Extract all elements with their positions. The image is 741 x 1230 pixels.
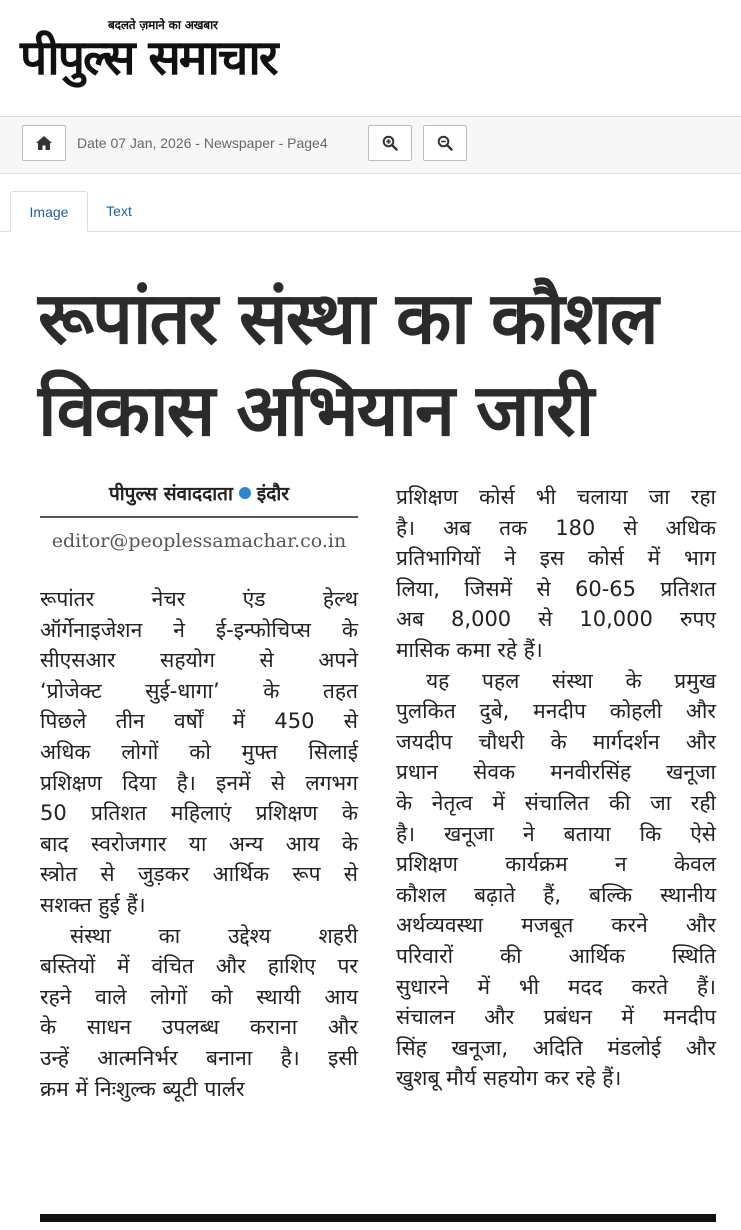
article-line: अर्थव्यवस्था मजबूत करने और: [396, 913, 716, 938]
site-logo[interactable]: [20, 16, 350, 96]
article-line: रूपांतर नेचर एंड हेल्थ: [40, 587, 358, 611]
article-line: रहने वाले लोगों को स्थायी आय: [40, 984, 358, 1009]
article-line: पिछले तीन वर्षों में 450 से: [40, 709, 358, 734]
zoom-out-button[interactable]: [423, 125, 467, 161]
tab-image[interactable]: Image: [10, 191, 88, 232]
byline-source: पीपुल्स संवाददाता: [108, 483, 233, 505]
article-line: है। खनूजा ने बताया कि ऐसे: [396, 821, 716, 846]
edition-date-label: Date 07 Jan, 2026 - Newspaper - Page4: [77, 135, 328, 151]
article-headline: [38, 272, 728, 456]
article-line: बाद स्वरोजगार या अन्य आय के: [40, 831, 358, 856]
zoom-out-icon: [437, 135, 453, 151]
article-line: के नेतृत्व में संचालित की जा रही: [396, 790, 716, 815]
article-line: लिया, जिसमें से 60-65 प्रतिशत: [396, 576, 716, 601]
article-line: उन्हें आत्मनिर्भर बनाना है। इसी: [40, 1045, 358, 1070]
article-line: अब 8,000 से 10,000 रुपए: [396, 607, 716, 632]
article-line: प्रशिक्षण कोर्स भी चलाया जा रहा: [396, 485, 716, 509]
article-column-left: [40, 584, 358, 1104]
article-line: पुलकित दुबे, मनदीप कोहली और: [396, 699, 716, 724]
article-line: संचालन और प्रबंधन में मनदीप: [396, 1005, 716, 1030]
article-line: जयदीप चौधरी के मार्गदर्शन और: [396, 729, 716, 754]
article-column-right: [396, 482, 716, 1094]
article-line: सीएसआर सहयोग से अपने: [40, 648, 358, 673]
article-line: बस्तियों में वंचित और हाशिए पर: [40, 954, 358, 979]
article-line: क्रम में निःशुल्क ब्यूटी पार्लर: [40, 1076, 245, 1101]
article-clipping: [0, 232, 741, 1230]
view-tabs: [0, 191, 741, 232]
article-line: प्रशिक्षण दिया है। इनमें से लगभग: [40, 770, 358, 795]
article-line: सुधारने में भी मदद करते हैं।: [396, 974, 716, 999]
article-line: अधिक लोगों को मुफ्त सिलाई: [40, 739, 358, 764]
logo-wordmark: पीपुल्स समाचार: [20, 30, 277, 86]
article-line: सशक्त हुई हैं।: [40, 892, 146, 917]
bullet-dot-icon: [239, 487, 251, 499]
logo-tagline: बदलते ज़माने का अखबार: [108, 18, 218, 32]
article-line: कौशल बढ़ाते हैं, बल्कि स्थानीय: [396, 882, 716, 907]
article-line: ऑर्गेनाइजेशन ने ई-इन्फोचिप्स के: [40, 617, 358, 642]
tab-text[interactable]: Text: [106, 203, 132, 219]
article-line: ‘प्रोजेक्ट सुई-धागा’ के तहत: [40, 678, 358, 703]
article-line: है। अब तक 180 से अधिक: [396, 515, 716, 540]
headline-line-1: रूपांतर संस्था का कौशल: [38, 276, 657, 360]
clipping-bottom-border: [40, 1214, 716, 1222]
article-line: मासिक कमा रहे हैं।: [396, 637, 543, 662]
article-byline: [40, 480, 358, 506]
article-line: खुशबू मौर्य सहयोग कर रहे हैं।: [396, 1066, 622, 1091]
viewer-toolbar: [0, 117, 741, 174]
article-line: संस्था का उद्देश्य शहरी: [70, 923, 358, 948]
masthead: [0, 0, 741, 117]
byline-city: इंदौर: [256, 483, 290, 505]
byline-divider: [40, 516, 358, 518]
article-line: स्त्रोत से जुड़कर आर्थिक रूप से: [40, 862, 358, 887]
home-icon: [35, 135, 53, 151]
zoom-in-button[interactable]: [368, 125, 412, 161]
article-line: सिंह खनूजा, अदिति मंडलोई और: [396, 1035, 716, 1060]
editor-email: editor@peoplessamachar.co.in: [51, 530, 347, 552]
article-line: 50 प्रतिशत महिलाएं प्रशिक्षण के: [40, 801, 358, 826]
article-line: परिवारों की आर्थिक स्थिति: [396, 943, 716, 968]
headline-line-2: विकास अभियान जारी: [38, 368, 593, 452]
article-line: प्रशिक्षण कार्यक्रम न केवल: [396, 852, 716, 877]
article-line: प्रधान सेवक मनवीरसिंह खनूजा: [396, 760, 716, 785]
zoom-in-icon: [382, 135, 398, 151]
article-line: प्रतिभागियों ने इस कोर्स में भाग: [396, 546, 716, 571]
article-line: के साधन उपलब्ध कराना और: [40, 1015, 358, 1040]
home-button[interactable]: [22, 125, 66, 161]
article-line: यह पहल संस्था के प्रमुख: [426, 668, 716, 693]
